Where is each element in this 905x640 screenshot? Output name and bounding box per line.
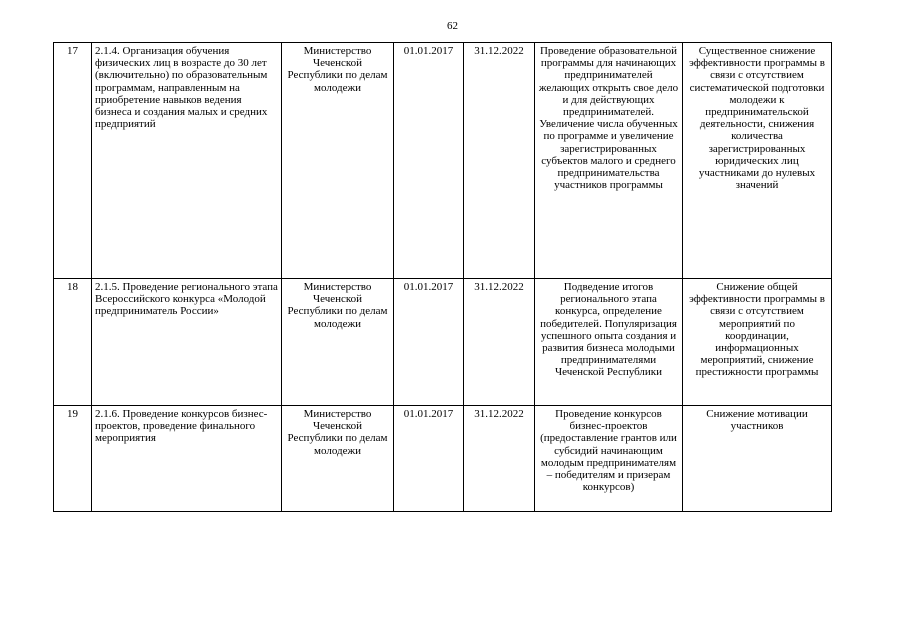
start-date: 01.01.2017: [394, 406, 464, 512]
risk-consequence: Существенное снижение эффективности программы в связи с отсутствием систематической подготовки молодежи к предпринимательской деятельности, снижения количества зарегистрированных юридических лиц участниками до нулевых значений: [683, 43, 832, 279]
risk-consequence: Снижение мотивации участников: [683, 406, 832, 512]
expected-result: Проведение конкурсов бизнес-проектов (предоставление грантов или субсидий начинающим молодым предпринимателям – победителям и призерам конкурсов): [535, 406, 683, 512]
table-row: [54, 43, 832, 279]
end-date: 31.12.2022: [464, 43, 535, 279]
end-date: 31.12.2022: [464, 279, 535, 406]
row-number: 19: [54, 406, 92, 512]
expected-result: Подведение итогов регионального этапа конкурса, определение победителей. Популяризация успешного опыта создания и развития бизнеса молодыми предпринимателями Чеченской Республики: [535, 279, 683, 406]
executor: Министерство Чеченской Республики по делам молодежи: [282, 406, 394, 512]
program-table: [53, 42, 832, 512]
row-number: 17: [54, 43, 92, 279]
executor: Министерство Чеченской Республики по делам молодежи: [282, 279, 394, 406]
page-number: 62: [447, 20, 458, 32]
end-date: 31.12.2022: [464, 406, 535, 512]
start-date: 01.01.2017: [394, 43, 464, 279]
activity-name: 2.1.5. Проведение регионального этапа Всероссийского конкурса «Молодой предприниматель России»: [92, 279, 282, 406]
table-row: [54, 406, 832, 512]
row-number: 18: [54, 279, 92, 406]
start-date: 01.01.2017: [394, 279, 464, 406]
activity-name: 2.1.6. Проведение конкурсов бизнес-проектов, проведение финального мероприятия: [92, 406, 282, 512]
expected-result: Проведение образовательной программы для начинающих предпринимателей желающих открыть свое дело и для действующих предпринимателей. Увеличение числа обученных по программе и увеличение зарегистрированных субъектов малого и среднего предпринимательства участников программы: [535, 43, 683, 279]
activity-name: 2.1.4. Организация обучения физических лиц в возрасте до 30 лет (включительно) по образовательным программам, направленным на приобретение навыков ведения бизнеса и создания малых и средних предприятий: [92, 43, 282, 279]
executor: Министерство Чеченской Республики по делам молодежи: [282, 43, 394, 279]
risk-consequence: Снижение общей эффективности программы в связи с отсутствием мероприятий по координации, информационных мероприятий, снижение престижности программы: [683, 279, 832, 406]
table-row: [54, 279, 832, 406]
